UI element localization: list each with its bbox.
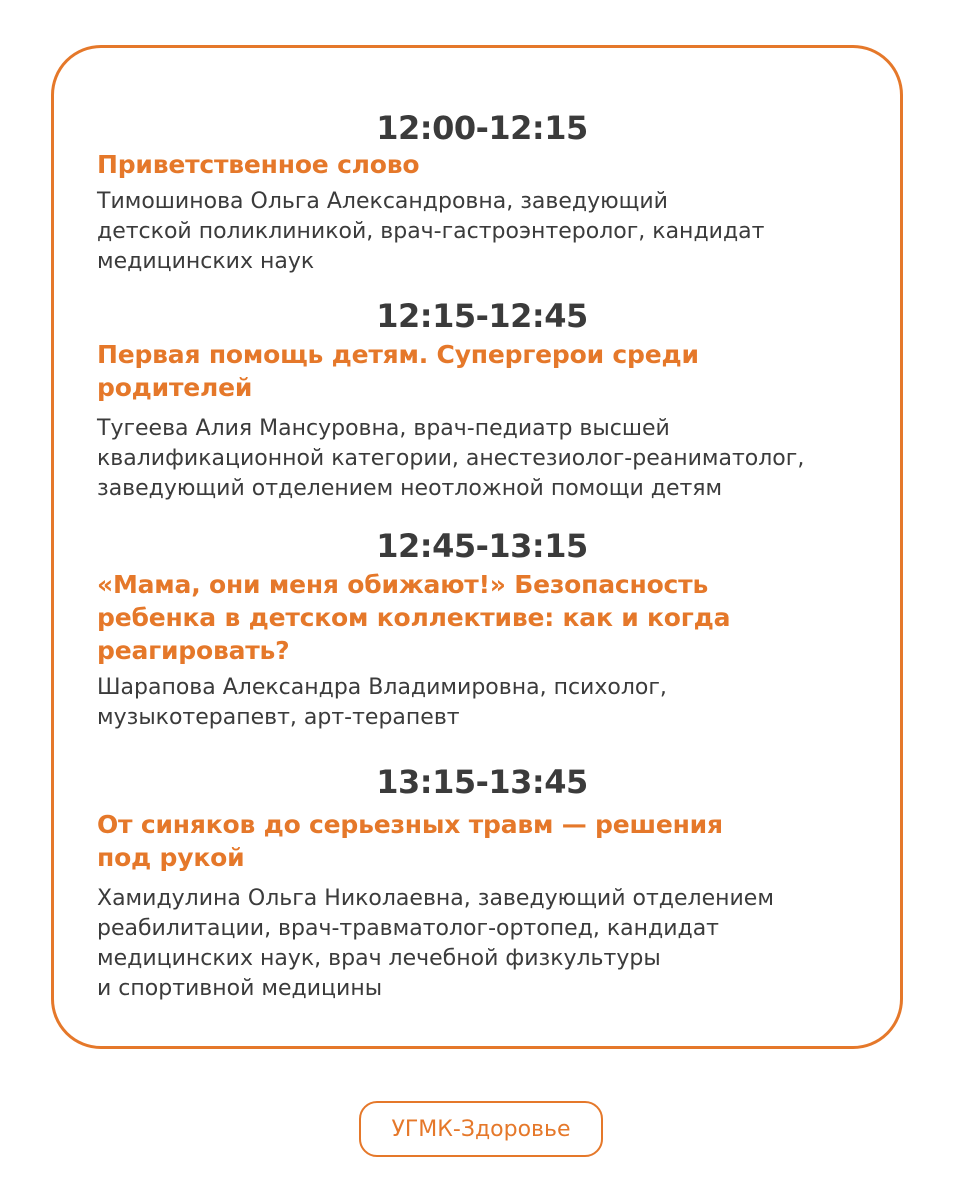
session-speaker: Шарапова Александра Владимировна, психолог, музыкотерапевт, арт-терапевт: [97, 675, 667, 730]
brand-label: УГМК-Здоровье: [391, 1116, 571, 1142]
session-topic: От синяков до серьезных травм — решения под рукой: [97, 810, 723, 872]
session-speaker: Тугеева Алия Мансуровна, врач-педиатр высшей квалификационной категории, анестезиолог-реаниматолог, заведующий отделением неотложной помощи детям: [97, 416, 805, 501]
session-speaker: Тимошинова Ольга Александровна, заведующий детской поликлиникой, врач-гастроэнтеролог, кандидат медицинских наук: [97, 189, 765, 274]
session-1: [97, 108, 897, 277]
brand-badge: [359, 1101, 603, 1157]
session-3: [97, 526, 897, 733]
session-speaker: Хамидулина Ольга Николаевна, заведующий отделением реабилитации, врач-травматолог-ортопед, кандидат медицинских наук, врач лечебной физкультуры и спортивной медицины: [97, 886, 774, 1001]
session-time: 12:15-12:45: [376, 297, 588, 335]
session-4: [97, 762, 897, 1004]
session-topic: «Мама, они меня обижают!» Безопасность ребенка в детском коллективе: как и когда реагировать?: [97, 570, 731, 665]
session-time: 13:15-13:45: [376, 763, 588, 801]
session-2: [97, 296, 897, 504]
session-topic: Приветственное слово: [97, 150, 420, 179]
session-time: 12:00-12:15: [376, 109, 588, 147]
session-topic: Первая помощь детям. Супергерои среди родителей: [97, 340, 699, 402]
session-time: 12:45-13:15: [376, 527, 588, 565]
